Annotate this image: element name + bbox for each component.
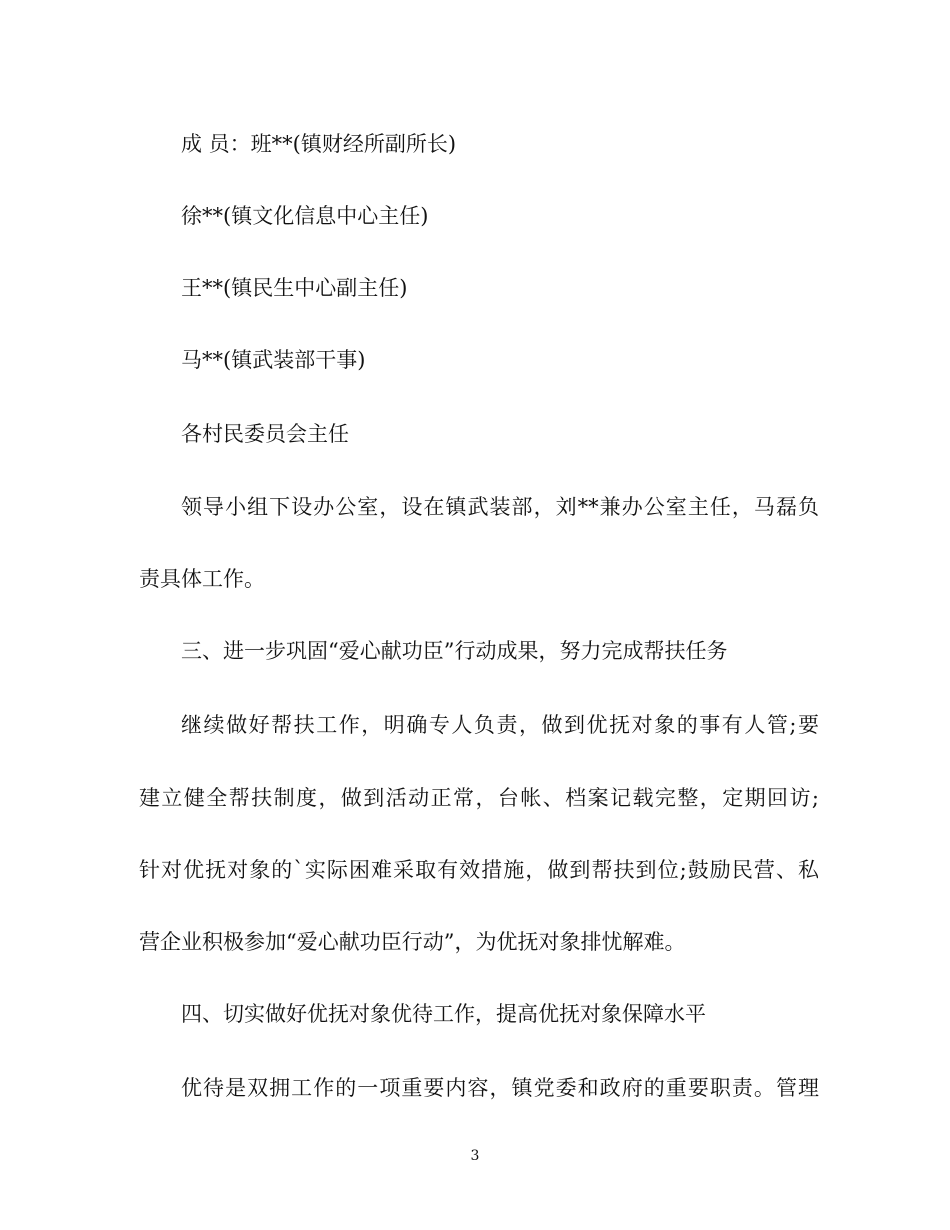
section-heading-three: 三、进一步巩固“爱心献功臣”行动成果，努力完成帮扶任务 <box>181 639 728 663</box>
member-line-ban: 成 员：班**(镇财经所副所长) <box>181 132 457 156</box>
paragraph-support-line-3: 针对优抚对象的`实际困难采取有效措施，做到帮扶到位;鼓励民营、私 <box>139 858 819 882</box>
member-line-xu: 徐**(镇文化信息中心主任) <box>181 204 429 228</box>
paragraph-preferential-line-1: 优待是双拥工作的一项重要内容，镇党委和政府的重要职责。管理 <box>181 1076 819 1100</box>
paragraph-support-line-2: 建立健全帮扶制度，做到活动正常，台帐、档案记载完整，定期回访; <box>139 786 819 810</box>
member-line-wang: 王**(镇民生中心副主任) <box>181 276 408 300</box>
paragraph-office-line-1: 领导小组下设办公室，设在镇武装部，刘**兼办公室主任，马磊负 <box>181 495 819 519</box>
section-heading-four: 四、切实做好优抚对象优待工作，提高优抚对象保障水平 <box>181 1002 706 1026</box>
paragraph-support-line-1: 继续做好帮扶工作，明确专人负责，做到优抚对象的事有人管;要 <box>181 713 819 737</box>
paragraph-support-line-4: 营企业积极参加“爱心献功臣行动”，为优抚对象排忧解难。 <box>139 930 686 954</box>
page-number: 3 <box>470 1148 480 1164</box>
member-line-ma: 马**(镇武装部干事) <box>181 348 366 372</box>
member-line-village-directors: 各村民委员会主任 <box>181 422 349 446</box>
paragraph-office-line-2: 责具体工作。 <box>139 567 265 591</box>
